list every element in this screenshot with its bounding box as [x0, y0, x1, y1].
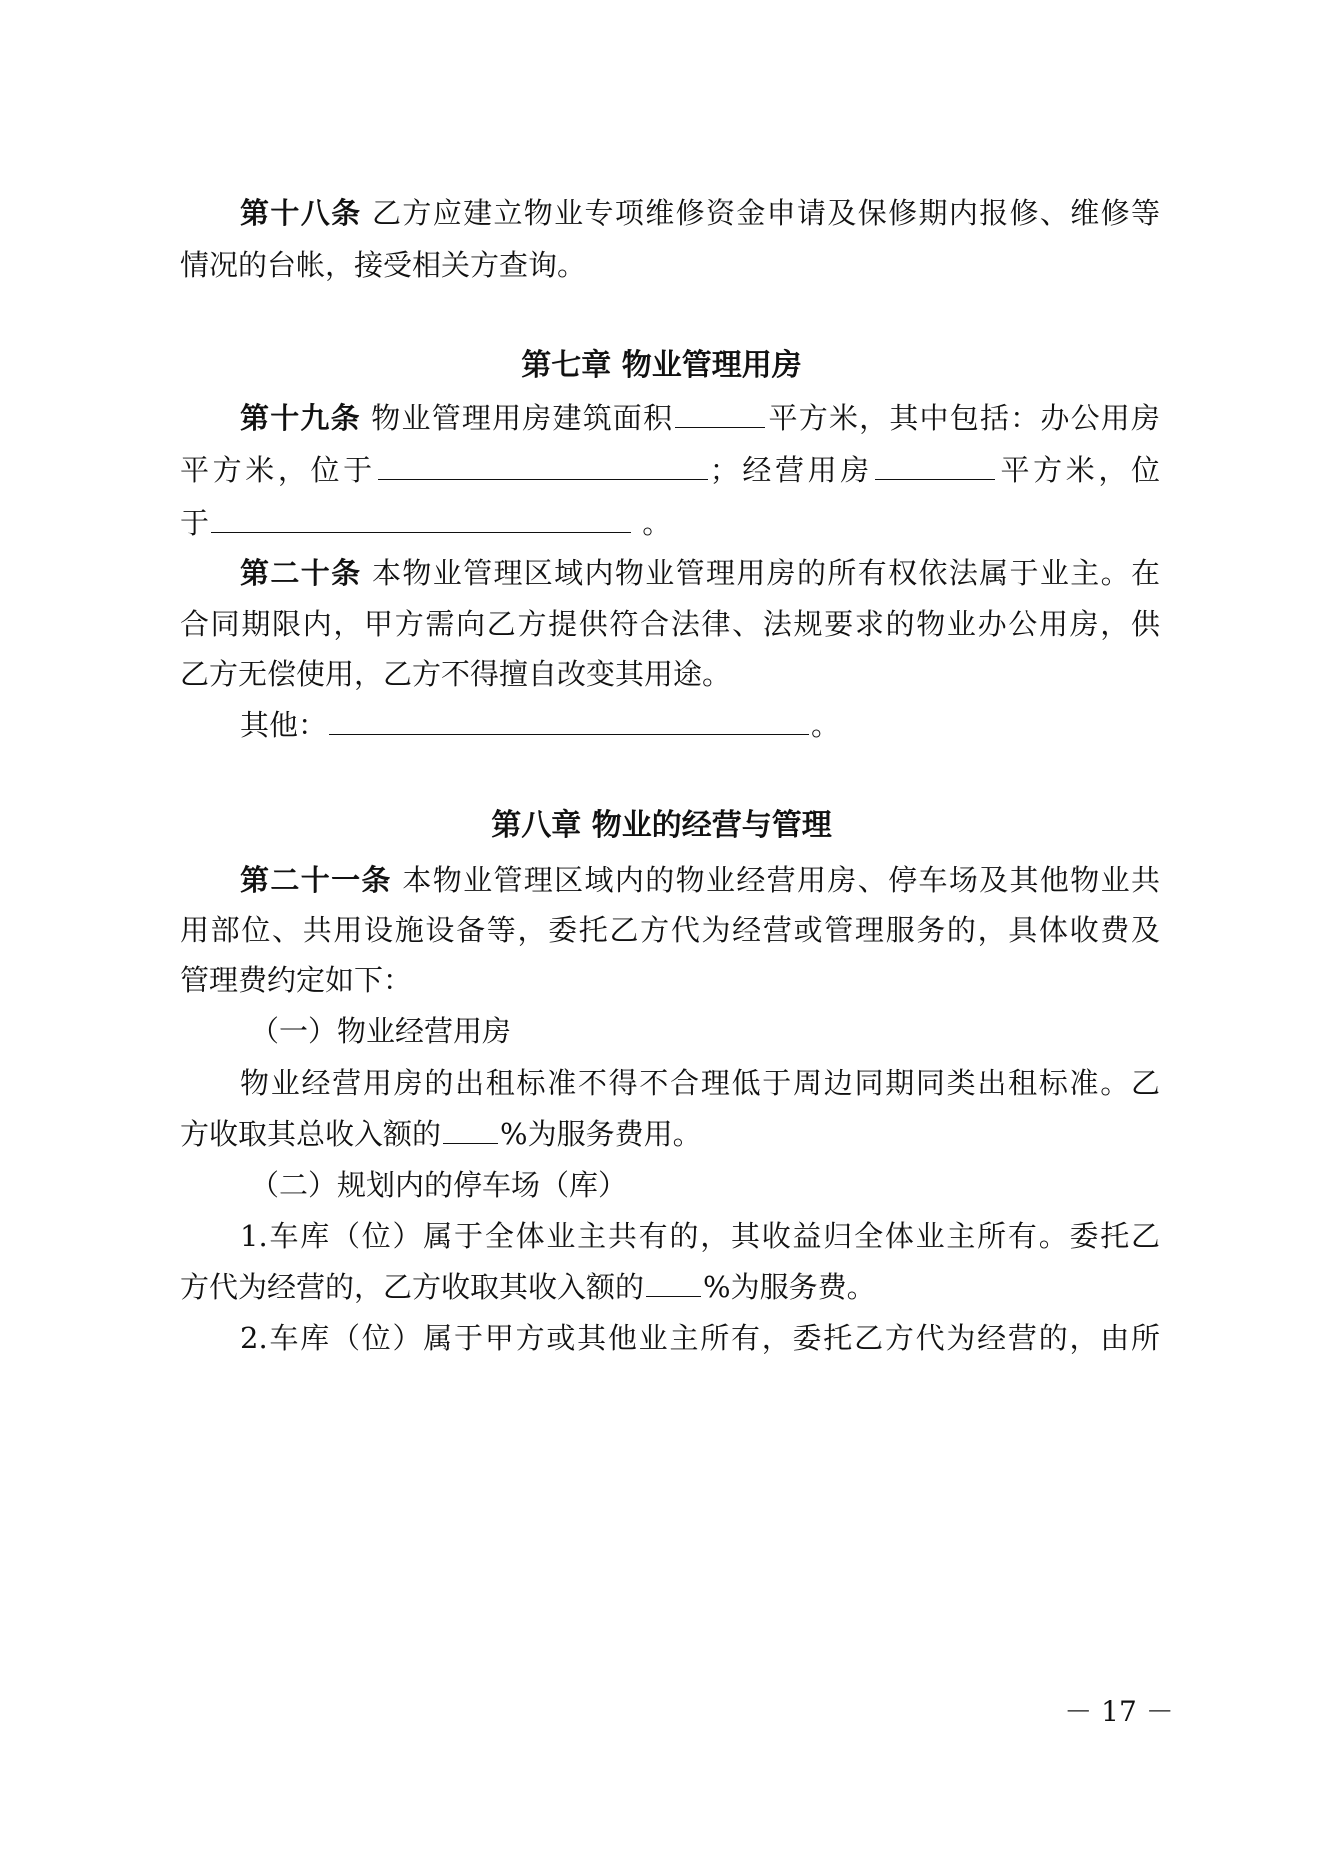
office-location-blank: [378, 453, 708, 480]
art19-text2c: 平方米，位: [996, 453, 1160, 487]
art19-text2a: 平方米，位于: [180, 453, 376, 487]
art21-text1: 本物业管理区域内的物业经营用房、停车场及其他物业共: [402, 863, 1160, 897]
art20-line1: [240, 553, 1160, 593]
art20-line2: 合同期限内，甲方需向乙方提供符合法律、法规要求的物业办公用房，供: [180, 607, 1160, 641]
area-blank: [675, 401, 765, 428]
page-number: － 17 －: [1064, 1695, 1174, 1728]
art18-title: 第十八条: [240, 196, 362, 230]
item1-line2: [180, 1267, 1160, 1307]
chapter7-heading: 第七章 物业管理用房: [521, 348, 802, 383]
art19-text1a: 物业管理用房建筑面积: [371, 401, 674, 435]
section1-text2a: 方收取其总收入额的: [180, 1117, 442, 1151]
art19-text1b: 平方米，其中包括：办公用房: [767, 401, 1160, 435]
art19-text2b: ；经营用房: [709, 453, 873, 487]
section2-heading: （二）规划内的停车场（库）: [250, 1168, 628, 1202]
art18-line1: [240, 193, 1160, 233]
other-blank: [329, 708, 809, 735]
art20-line3: 乙方无偿使用，乙方不得擅自改变其用途。: [180, 657, 732, 691]
business-location-blank: [211, 506, 631, 533]
item1-text2b: %为服务费。: [703, 1270, 876, 1304]
item1-text2a: 方代为经营的，乙方收取其收入额的: [180, 1270, 645, 1304]
rent-percent-blank: [443, 1117, 498, 1144]
art21-title: 第二十一条: [240, 863, 392, 897]
item1-line1: 1.车库（位）属于全体业主共有的，其收益归全体业主所有。委托乙: [240, 1219, 1160, 1253]
business-area-blank: [875, 453, 995, 480]
parking-percent-blank: [646, 1270, 701, 1297]
art19-line2: [180, 450, 1160, 490]
section1-heading: （一）物业经营用房: [250, 1014, 512, 1048]
art19-title: 第十九条: [240, 401, 361, 435]
art21-line1: [240, 860, 1160, 900]
other-end: 。: [811, 708, 841, 742]
chapter8-heading: 第八章 物业的经营与管理: [491, 808, 832, 843]
art20-text1: 本物业管理区域内物业管理用房的所有权依法属于业主。在: [372, 556, 1160, 590]
other-label: 其他：: [240, 708, 328, 742]
section1-line2: [180, 1114, 1160, 1154]
art20-title: 第二十条: [240, 556, 362, 590]
art19-text3a: 于: [180, 506, 210, 540]
section1-text2b: %为服务费用。: [500, 1117, 702, 1151]
art21-line3: 管理费约定如下：: [180, 963, 413, 997]
art19-line1: [240, 398, 1160, 438]
art21-line2: 用部位、共用设施设备等，委托乙方代为经营或管理服务的，具体收费及: [180, 913, 1160, 947]
art20-other: [240, 705, 1160, 745]
art18-line2: 情况的台帐，接受相关方查询。: [180, 248, 587, 282]
art19-text3b: 。: [633, 506, 672, 540]
section1-line1: 物业经营用房的出租标准不得不合理低于周边同期同类出租标准。乙: [240, 1066, 1160, 1100]
item2-line1: 2.车库（位）属于甲方或其他业主所有，委托乙方代为经营的，由所: [240, 1321, 1160, 1355]
art19-line3: [180, 503, 1160, 543]
art18-text1: 乙方应建立物业专项维修资金申请及保修期内报修、维修等: [372, 196, 1160, 230]
